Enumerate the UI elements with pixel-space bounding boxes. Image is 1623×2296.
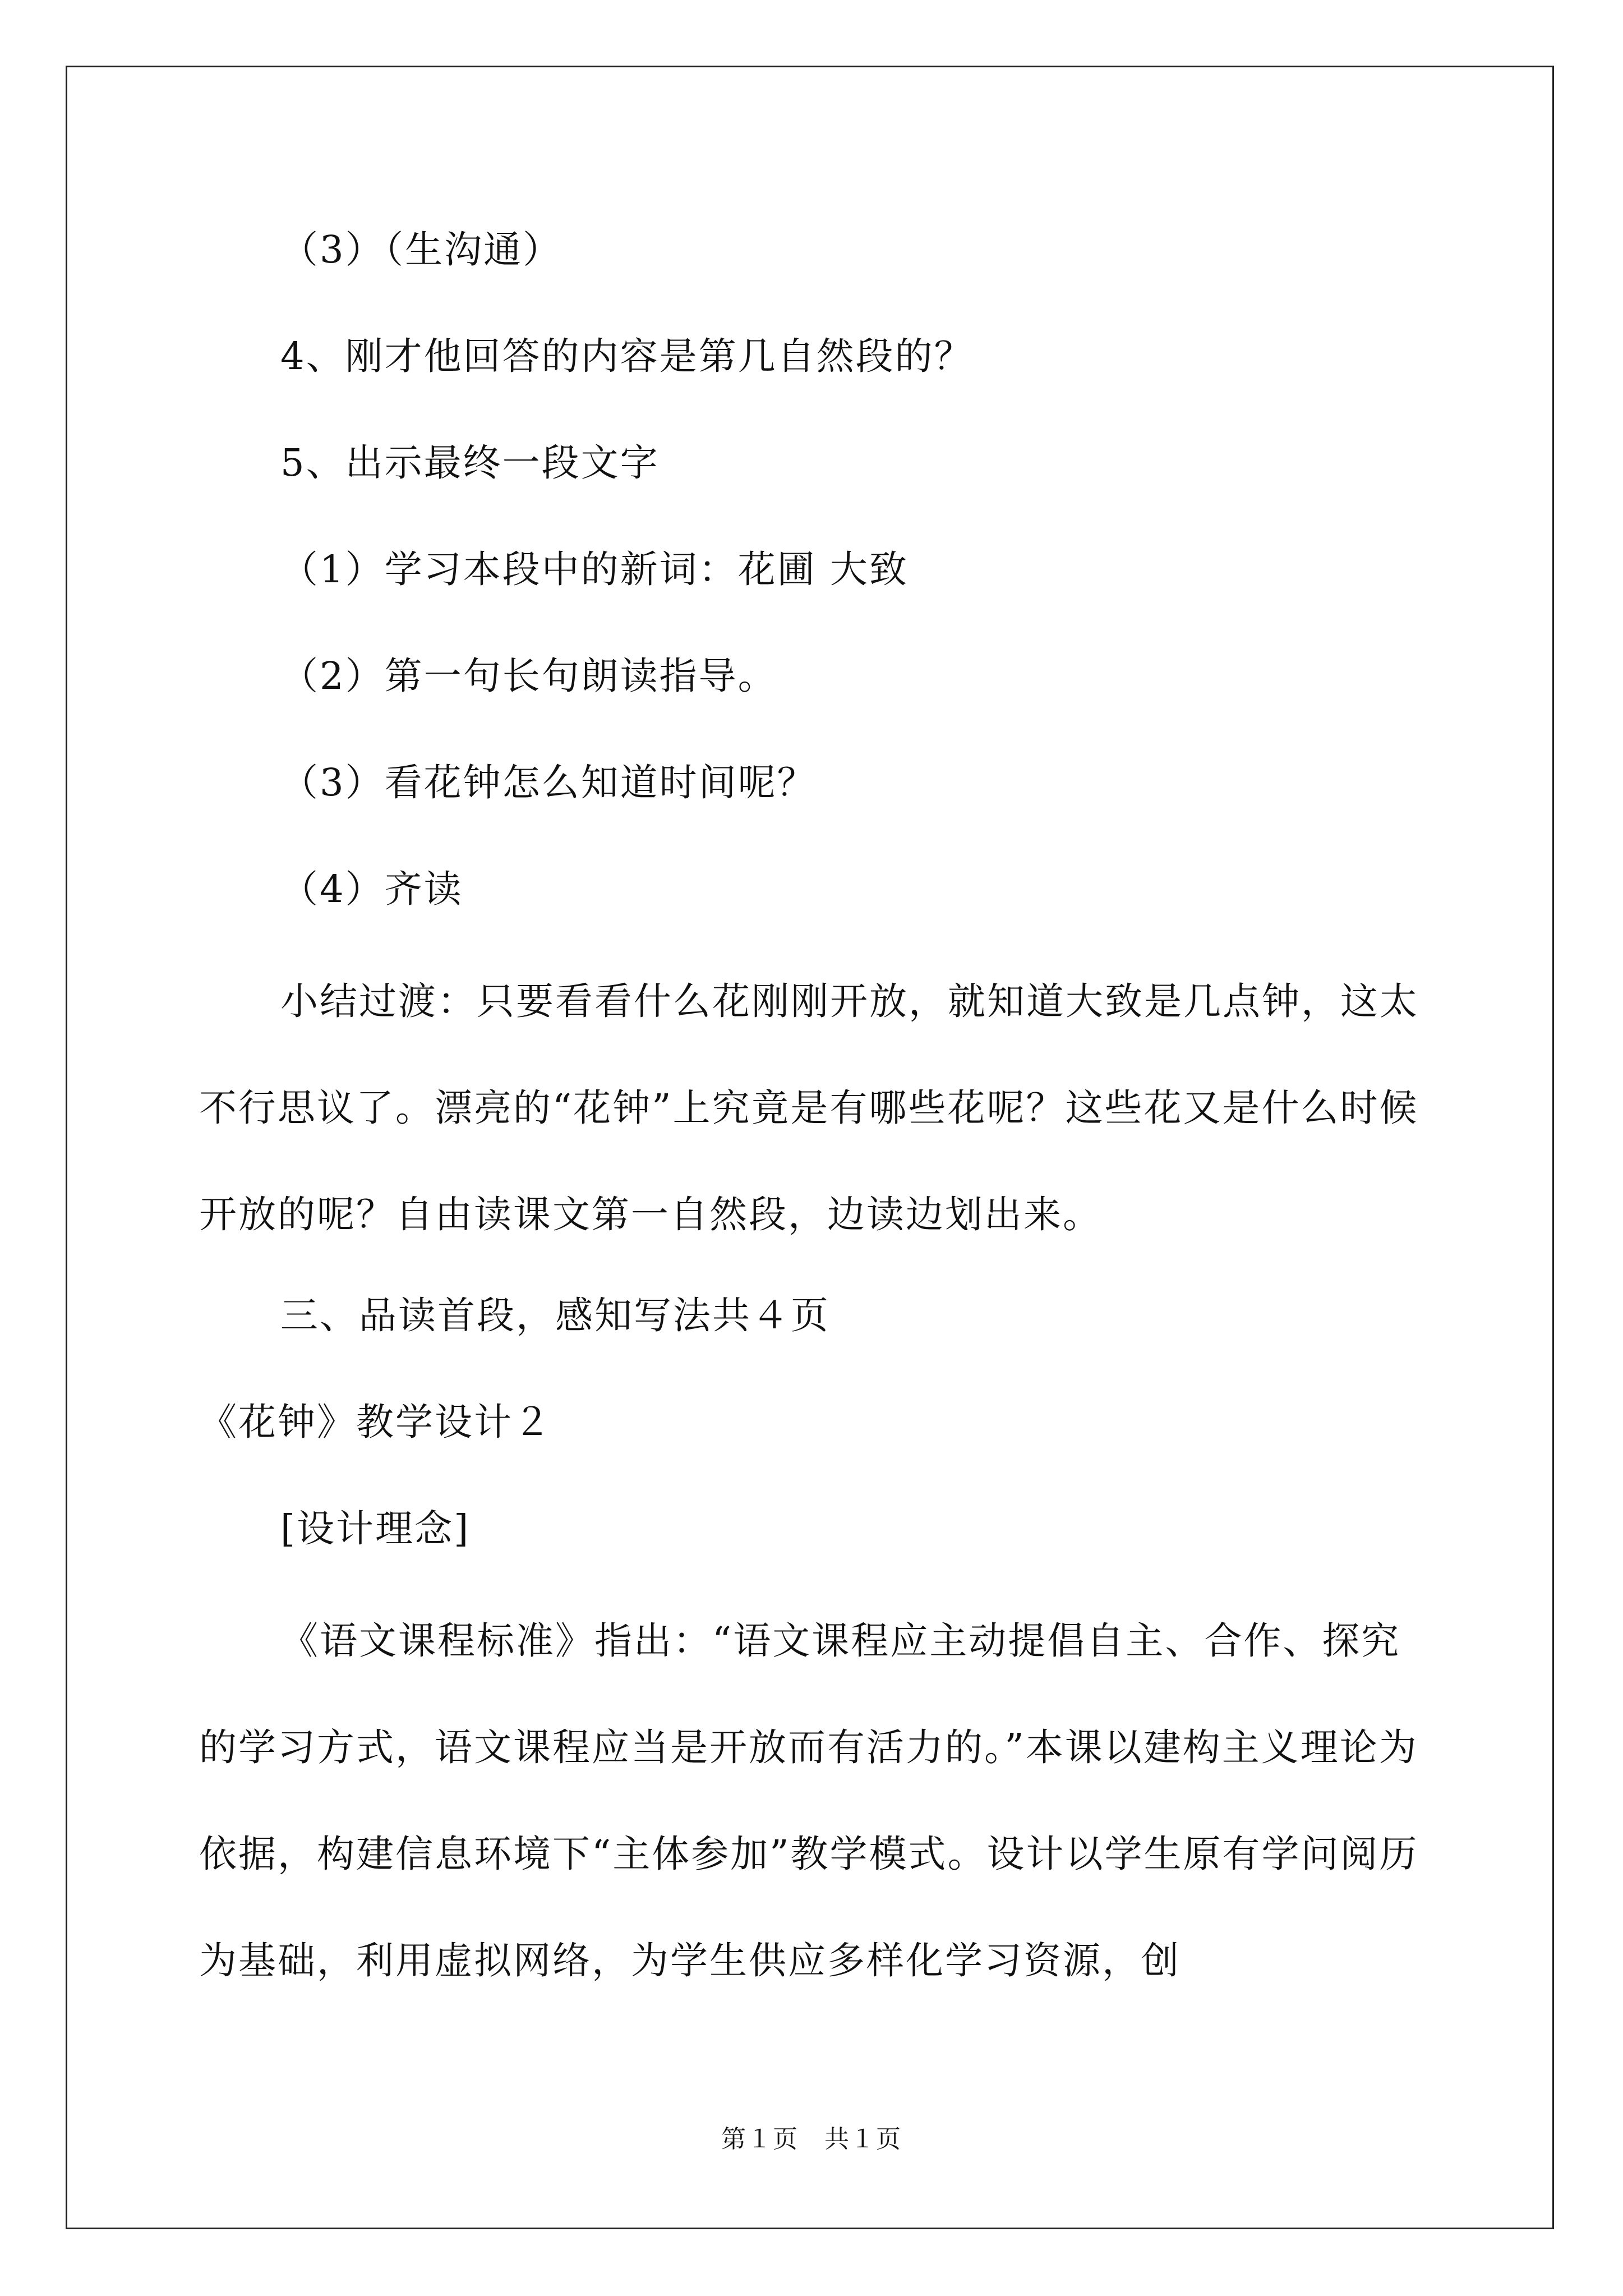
section-three-heading: 三、品读首段，感知写法共４页 xyxy=(280,1294,830,1337)
text-line-6: （3）看花钟怎么知道时间呢？ xyxy=(280,761,817,804)
text-line-3: 5、出示最终一段文字 xyxy=(280,441,660,485)
design-title-2: 《花钟》教学设计２ xyxy=(199,1400,552,1444)
text-line-4: （1）学习本段中的新词：花圃 大致 xyxy=(280,547,909,591)
summary-paragraph: 小结过渡：只要看看什么花刚刚开放，就知道大致是几点钟，这太不行思议了。漂亮的“花钟”上究竟是有哪些花呢？这些花又是什么时候开放的呢？自由读课文第一自然段，边读边划出来。 xyxy=(199,979,1419,1236)
design-concept-heading: [设计理念] xyxy=(280,1507,471,1550)
text-line-5: （2）第一句长句朗读指导。 xyxy=(280,654,777,698)
text-line-1: （3）（生沟通） xyxy=(280,228,562,272)
design-concept-paragraph: 《语文课程标准》指出：“语文课程应主动提倡自主、合作、探究的学习方式，语文课程应当是开放而有活力的。”本课以建构主义理论为依据，构建信息环境下“主体参加”教学模式。设计以学生原有学问阅历为基础，利用虚拟网络，为学生供应多样化学习资源，创 xyxy=(199,1619,1419,1982)
text-line-2: 4、刚才他回答的内容是第几自然段的？ xyxy=(280,334,974,378)
text-line-7: （4）齐读 xyxy=(280,867,463,911)
page-footer: 第１页 共１页 xyxy=(721,2125,902,2154)
